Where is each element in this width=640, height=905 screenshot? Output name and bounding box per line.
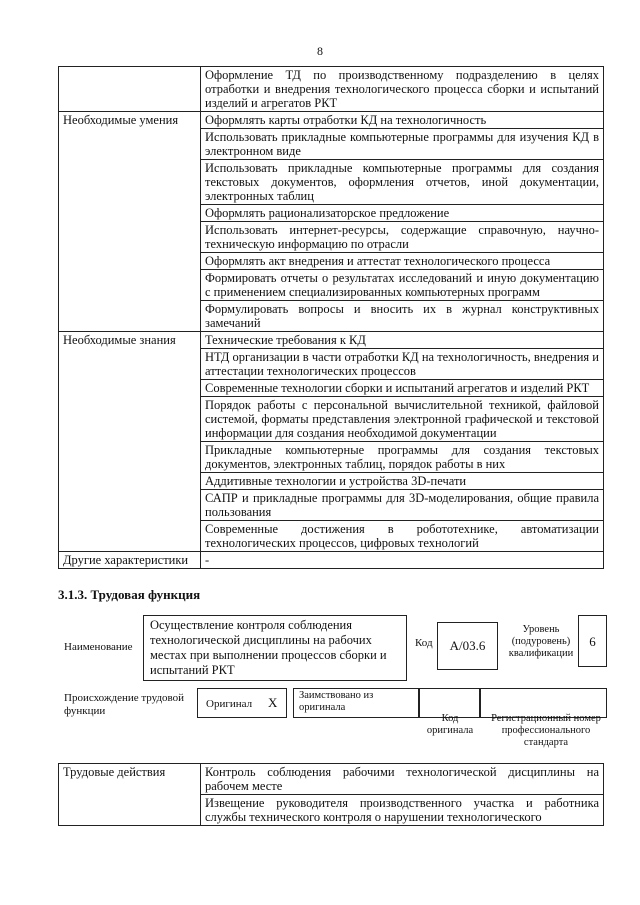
row-text: САПР и прикладные программы для 3D-моделирования, общие правила пользования bbox=[201, 490, 604, 521]
section-title: 3.1.3. Трудовая функция bbox=[58, 587, 201, 602]
origin-label: Происхождение трудовой функции bbox=[64, 692, 185, 717]
table-row bbox=[59, 764, 604, 795]
row-text: Использовать прикладные компьютерные программы для изучения КД в электронном виде bbox=[201, 129, 604, 160]
labor-actions-table bbox=[58, 763, 604, 826]
name-label: Наименование bbox=[64, 641, 133, 653]
table-row bbox=[59, 552, 604, 569]
row-category bbox=[59, 67, 201, 112]
original-label: Оригинал bbox=[206, 698, 253, 710]
original-box bbox=[197, 688, 287, 718]
row-category: Необходимые знания bbox=[59, 332, 201, 552]
level-box bbox=[578, 615, 607, 667]
table-row bbox=[59, 112, 604, 129]
row-text: Порядок работы с персональной вычислительной техникой, файловой системой, форматы представления электронной графической и текстовой информации для создания необходимой документации bbox=[201, 397, 604, 442]
row-text: НТД организации в части отработки КД на технологичность, внедрения и аттестации технологических процессов bbox=[201, 349, 604, 380]
code-box bbox=[437, 622, 498, 670]
row-text: Использовать прикладные компьютерные программы для создания текстовых документов, оформления отчетов, иной документации, электронных таблиц bbox=[201, 160, 604, 205]
row-category: Трудовые действия bbox=[59, 764, 201, 826]
level-value: 6 bbox=[589, 634, 596, 649]
row-text: Прикладные компьютерные программы для создания текстовых документов, электронных таблиц, порядок работы в них bbox=[201, 442, 604, 473]
row-text: Оформление ТД по производственному подразделению в целях отработки и внедрения технологического процесса сборки и испытаний изделий и агрегатов РКТ bbox=[201, 67, 604, 112]
name-value: Осуществление контроля соблюдения технологической дисциплины на рабочих местах при выполнении процессов сборки и испытаний РКТ bbox=[150, 618, 387, 677]
row-text: Формировать отчеты о результатах исследований и иную документацию с применением специализированных компьютерных программ bbox=[201, 270, 604, 301]
row-text: Формулировать вопросы и вносить их в журнал конструктивных замечаний bbox=[201, 301, 604, 332]
row-category: Другие характеристики bbox=[59, 552, 201, 569]
row-text: - bbox=[201, 552, 604, 569]
name-box bbox=[143, 615, 407, 681]
row-text: Современные достижения в робототехнике, автоматизации технологических процессов, цифровых технологий bbox=[201, 521, 604, 552]
row-text: Современные технологии сборки и испытаний агрегатов и изделий РКТ bbox=[201, 380, 604, 397]
original-mark: Х bbox=[268, 695, 278, 710]
row-text: Оформлять рационализаторское предложение bbox=[201, 205, 604, 222]
borrowed-box bbox=[293, 688, 419, 718]
page-number: 8 bbox=[317, 44, 323, 58]
table-row bbox=[59, 67, 604, 112]
row-text: Технические требования к КД bbox=[201, 332, 604, 349]
row-text: Аддитивные технологии и устройства 3D-печати bbox=[201, 473, 604, 490]
skills-knowledge-table bbox=[58, 66, 604, 569]
row-text: Использовать интернет-ресурсы, содержащие справочную, научно-техническую информацию по отрасли bbox=[201, 222, 604, 253]
row-text: Извещение руководителя производственного участка и работника службы технического контроля о нарушении технологического bbox=[201, 795, 604, 826]
row-text: Контроль соблюдения рабочими технологической дисциплины на рабочем месте bbox=[201, 764, 604, 795]
row-text: Оформлять акт внедрения и аттестат технологического процесса bbox=[201, 253, 604, 270]
code-value: А/03.6 bbox=[449, 638, 486, 653]
row-category: Необходимые умения bbox=[59, 112, 201, 332]
code-original-caption: Код оригинала bbox=[426, 713, 474, 736]
code-label: Код bbox=[415, 637, 433, 649]
row-text: Оформлять карты отработки КД на технологичность bbox=[201, 112, 604, 129]
reg-number-caption: Регистрационный номер профессионального стандарта bbox=[491, 713, 601, 748]
level-label: Уровень (подуровень) квалификации bbox=[508, 624, 574, 659]
borrowed-label: Заимствовано из оригинала bbox=[299, 690, 374, 713]
table-row bbox=[59, 332, 604, 349]
